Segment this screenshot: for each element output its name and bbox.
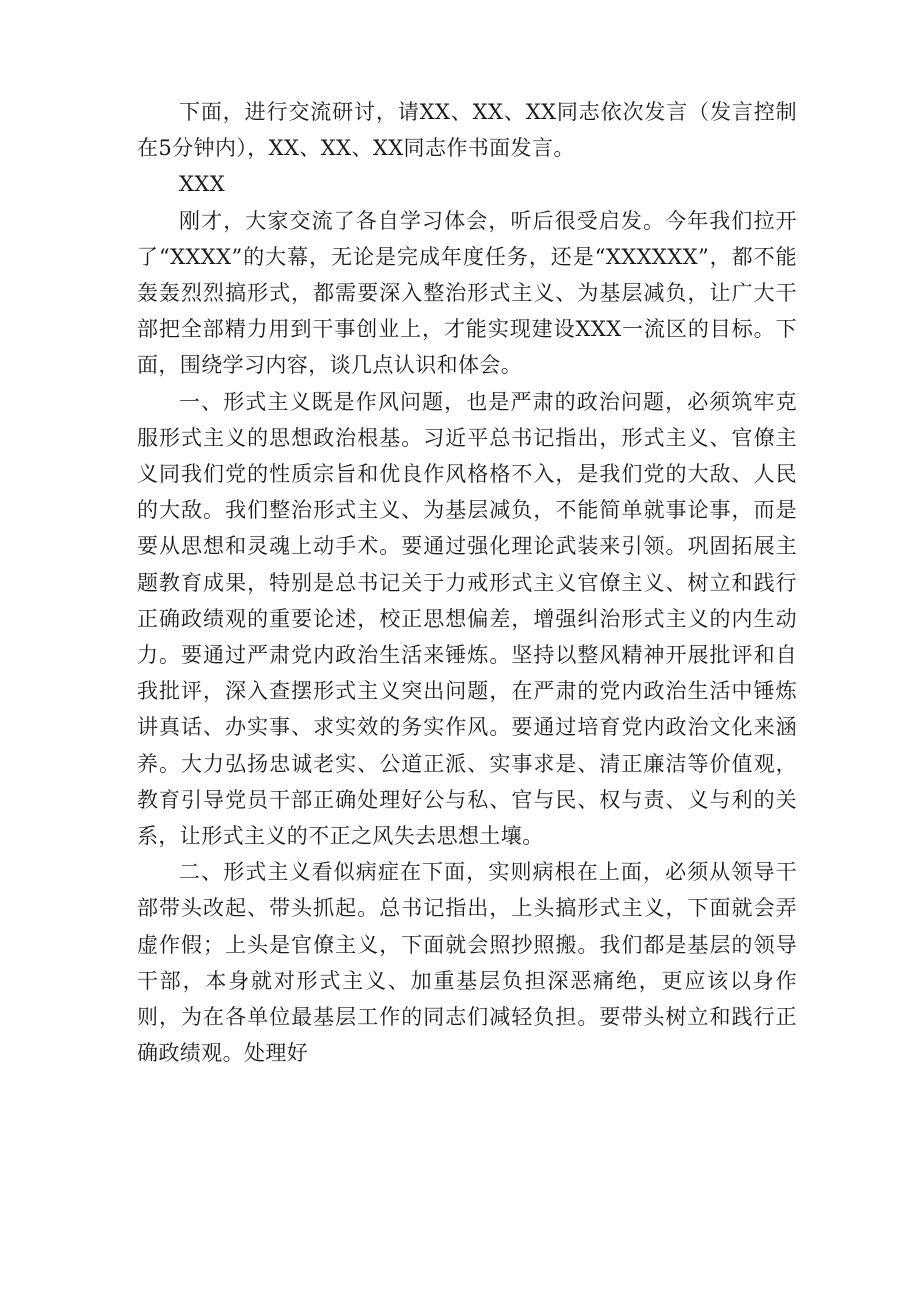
document-body (137, 94, 797, 1071)
paragraph-opening-remarks: 刚才，大家交流了各自学习体会，听后很受启发。今年我们拉开了“XXXX”的大幕，无论是完成年度任务，还是“XXXXXX”，都不能轰轰烈烈搞形式，都需要深入整治形式主义、为基层减负，让广大干部把全部精力用到干事创业上，才能实现建设XXX一流区的目标。下面，围绕学习内容，谈几点认识和体会。 (137, 208, 797, 378)
paragraph-intro: 下面，进行交流研讨，请XX、XX、XX同志依次发言（发言控制在5分钟内），XX、XX、XX同志作书面发言。 (137, 100, 797, 161)
paragraph-point-two: 二、形式主义看似病症在下面，实则病根在上面，必须从领导干部带头改起、带头抓起。总书记指出，上头搞形式主义，下面就会弄虚作假；上头是官僚主义，下面就会照抄照搬。我们都是基层的领导干部，本身就对形式主义、加重基层负担深恶痛绝，更应该以身作则，为在各单位最基层工作的同志们减轻负担。要带头树立和践行正确政绩观。处理好 (137, 860, 797, 1066)
paragraph-point-one: 一、形式主义既是作风问题，也是严肃的政治问题，必须筑牢克服形式主义的思想政治根基。习近平总书记指出，形式主义、官僚主义同我们党的性质宗旨和优良作风格格不入，是我们党的大敌、人民的大敌。我们整治形式主义、为基层减负，不能简单就事论事，而是要从思想和灵魂上动手术。要通过强化理论武装来引领。巩固拓展主题教育成果，特别是总书记关于力戒形式主义官僚主义、树立和践行正确政绩观的重要论述，校正思想偏差，增强纠治形式主义的内生动力。要通过严肃党内政治生活来锤炼。坚持以整风精神开展批评和自我批评，深入查摆形式主义突出问题，在严肃的党内政治生活中锤炼讲真话、办实事、求实效的务实作风。要通过培育党内政治文化来涵养。大力弘扬忠诚老实、公道正派、实事求是、清正廉洁等价值观，教育引导党员干部正确处理好公与私、官与民、权与责、义与利的关系，让形式主义的不正之风失去思想土壤。 (137, 389, 797, 849)
speaker-name: XXX (179, 172, 226, 197)
